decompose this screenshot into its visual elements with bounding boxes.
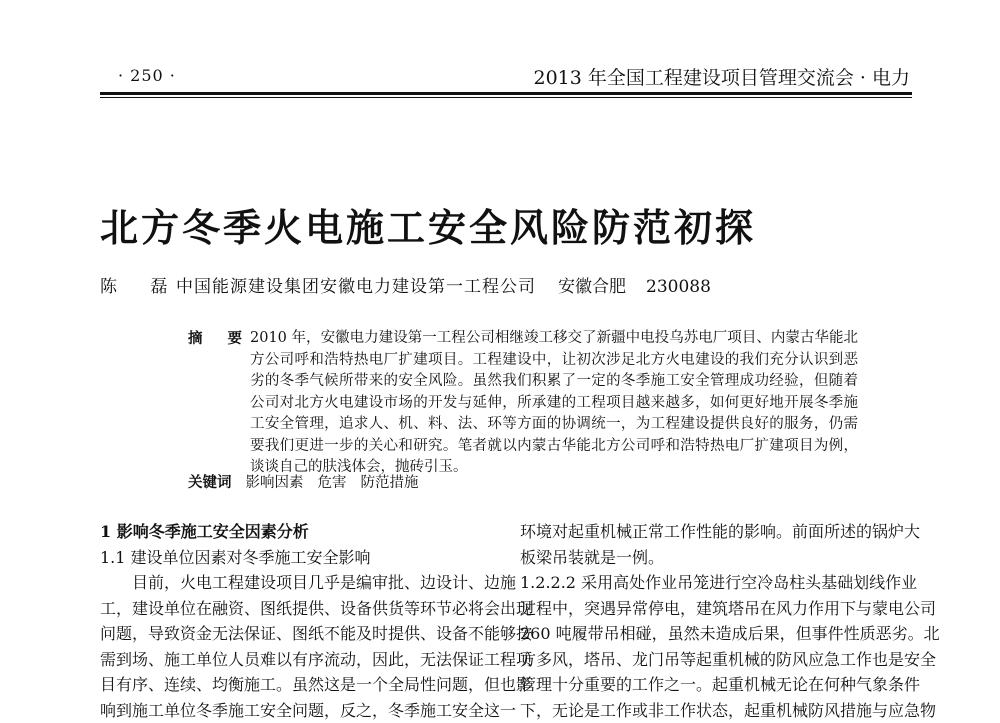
header-rule <box>100 92 912 95</box>
body-line: 目有序、连续、均衡施工。虽然这是一个全局性问题，但也影 <box>100 672 485 698</box>
body-line: 260 吨履带吊相碰，虽然未造成后果，但事件性质恶劣。北 <box>520 621 910 647</box>
abstract-label: 摘 要 <box>188 328 252 350</box>
author-name: 陈 磊 <box>100 272 164 297</box>
body-line: 目前，火电工程建设项目几乎是编审批、边设计、边施 <box>100 570 485 596</box>
body-line: 过程中，突遇异常停电，建筑塔吊在风力作用下与蒙电公司 <box>520 596 910 622</box>
page-number: · 250 · <box>118 66 176 85</box>
keywords-label: 关键词 <box>188 474 232 491</box>
body-line: 需到场、施工单位人员难以有序流动，因此，无法保证工程项 <box>100 647 485 673</box>
header-rule-thin <box>100 97 912 98</box>
body-line: 下，无论是工作或非工作状态，起重机械防风措施与应急物 <box>520 698 910 723</box>
body-line: 管理十分重要的工作之一。起重机械无论在何种气象条件 <box>520 672 910 698</box>
keywords <box>188 471 433 492</box>
abstract-text: 2010 年，安徽电力建设第一工程公司相继竣工移交了新疆中电投乌苏电厂项目、内蒙古华能北方公司呼和浩特热电厂扩建项目。工程建设中，让初次涉足北方火电建设的我们充分认识到恶劣的冬季气候所带来的安全风险。虽然我们积累了一定的冬季施工安全管理成功经验，但随着公司对北方火电建设市场的开发与延伸，所承建的工程项目越来越多，如何更好地开展冬季施工安全管理，追求人、机、料、法、环等方面的协调统一，为工程建设提供良好的服务，仍需要我们更进一步的关心和研究。笔者就以内蒙古华能北方公司呼和浩特热电厂扩建项目为例，谈谈自己的肤浅体会，抛砖引玉。 <box>250 328 858 479</box>
abstract <box>188 328 858 479</box>
right-column <box>520 519 910 723</box>
keyword: 防范措施 <box>361 475 419 491</box>
body-line: 问题，导致资金无法保证、图纸不能及时提供、设备不能够按 <box>100 621 485 647</box>
author-place: 安徽合肥 <box>558 277 626 297</box>
body-line: 板梁吊装就是一例。 <box>520 545 910 571</box>
keyword: 危害 <box>318 475 347 491</box>
body-line: 1.2.2.2 采用高处作业吊笼进行空冷岛柱头基础划线作业 <box>520 570 910 596</box>
body-line: 方多风，塔吊、龙门吊等起重机械的防风应急工作也是安全 <box>520 647 910 673</box>
keyword: 影响因素 <box>246 475 304 491</box>
body-line: 环境对起重机械正常工作性能的影响。前面所述的锅炉大 <box>520 519 910 545</box>
section-heading: 1 影响冬季施工安全因素分析 <box>100 519 485 545</box>
author-affiliation: 中国能源建设集团安徽电力建设第一工程公司 <box>176 277 536 297</box>
body-line: 响到施工单位冬季施工安全问题，反之，冬季施工安全这一 <box>100 698 485 723</box>
body-line: 工，建设单位在融资、图纸提供、设备供货等环节必将会出现 <box>100 596 485 622</box>
article-title: 北方冬季火电施工安全风险防范初探 <box>100 197 756 252</box>
author-zip: 230088 <box>646 277 711 297</box>
author-line <box>100 272 711 297</box>
left-column <box>100 519 485 723</box>
subsection-heading: 1.1 建设单位因素对冬季施工安全影响 <box>100 545 485 571</box>
running-title: 2013 年全国工程建设项目管理交流会 · 电力 <box>533 63 910 90</box>
